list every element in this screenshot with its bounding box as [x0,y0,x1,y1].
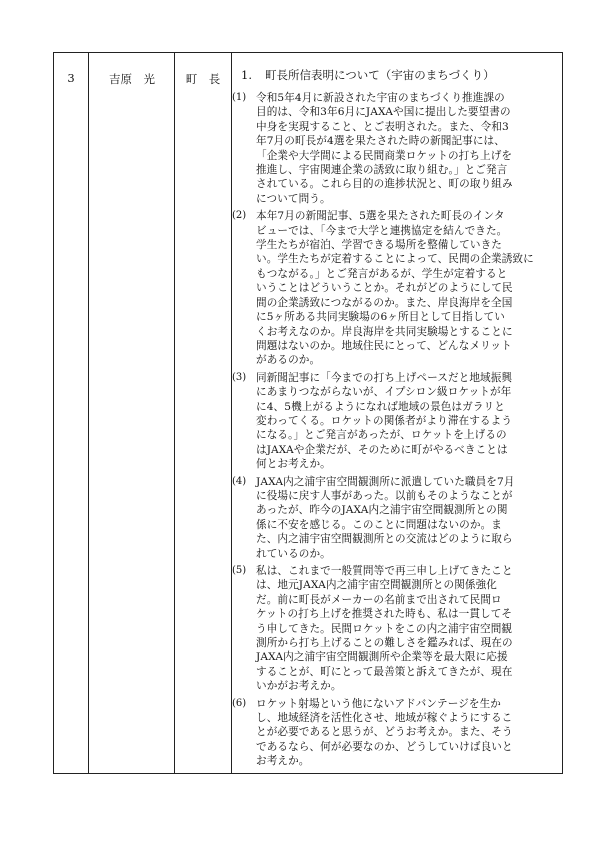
column-divider [88,53,89,773]
question-number: (4) [232,475,247,487]
topic-title: 町長所信表明について（宇宙のまちづくり） [265,68,495,82]
respondent-role: 町 長 [185,72,221,86]
topic-number: 1. [241,68,252,82]
question-item [232,475,558,561]
question-number: (6) [232,697,247,709]
question-item [232,209,558,367]
question-item [232,697,558,769]
question-text: JAXA内之浦宇宙空間観測所に派遣していた職員を7月 に役場に戻す人事があった。以前もそのようなことが あったが、昨今のJAXA内之浦宇宙空間観測所との関 係に不安を感じる。このことに問題はないのか。ま た、内之浦宇宙空間観測所との交流はどのように取ら れているのか。 [256,475,515,560]
question-text: 令和5年4月に新設された宇宙のまちづくり推進課の 目的は、令和3年6月にJAXAや国に提出した要望書の 中身を実現すること、とご表明された。また、令和3 年7月の町長が4選を果たされた時の新聞記事には、 「企業や大学間による民間商業ロケットの打ち上げを 推進し、宇宙関連企業の誘致に取り組む。」とご発言 されている。これら目的の進捗状況と、町の取り組み について問う。 [256,92,513,205]
question-table [53,52,563,774]
question-text: ロケット射場という他にないアドバンテージを生か し、地域経済を活性化させ、地域が稼ぐようにするこ とが必要であると思うが、どうお考えか。また、そう であるなら、何が必要なのか、どうしていけば良いと お考えか。 [256,697,513,768]
question-text: 同新聞記事に「今までの打ち上げペースだと地域振興 にあまりつながらないが、イプシロン級ロケットが年 に4、5機上がるようになれば地域の景色はガラリと 変わってくる。ロケットの関係者がより滞在するよう になる。」とご発言があったが、ロケットを上げるの はJAXAや企業だが、そのために町がやるべきことは 何とお考えか。 [256,371,513,471]
question-list [232,91,558,769]
column-divider [174,53,175,773]
question-number: (5) [232,565,247,576]
question-number: (2) [232,210,247,222]
topic-heading [241,67,558,84]
question-text: 私は、これまで一般質問等で再三申し上げてきたこと は、地元JAXA内之浦宇宙空間観測所との関係強化 だ。前に町長がメーカーの名前まで出されて民間ロ ケットの打ち上げを推奨された時も、私は一貫してそ う申してきた。民間ロケットをこの内之浦宇宙空間観 測所から打ち上げることの難しさを鑑みれば、現在の JAXA内之浦宇宙空間観測所や企業等を最大限に応援 することが、町にとって最善策と訴えてきたが、現在 いかがお考えか。 [256,565,513,693]
question-item [232,564,558,694]
question-number: (1) [232,92,247,103]
questioner-name: 吉原 光 [109,72,155,86]
question-item [232,371,558,472]
row-number: 3 [67,71,75,85]
question-number: (3) [232,371,247,383]
question-item [232,91,558,206]
question-text: 本年7月の新聞記事、5選を果たされた町長のインタ ビューでは、「今まで大学と連携協定を結んできた。 学生たちが宿泊、学習できる場所を整備していきた い。学生たちが定着することによって、民間の企業誘致に もつながる。」とご発言があるが、学生が定着すると いうことはどういうことか。それがどのようにして民 間の企業誘致につながるのか。また、岸良海岸を全国 に5ヶ所ある共同実験場の6ヶ所目として目指してい くお考えなのか。岸良海岸を共同実験場とすることに 問題はないのか。地域住民にとって、どんなメリット があるのか。 [256,210,534,367]
question-content [232,67,558,772]
